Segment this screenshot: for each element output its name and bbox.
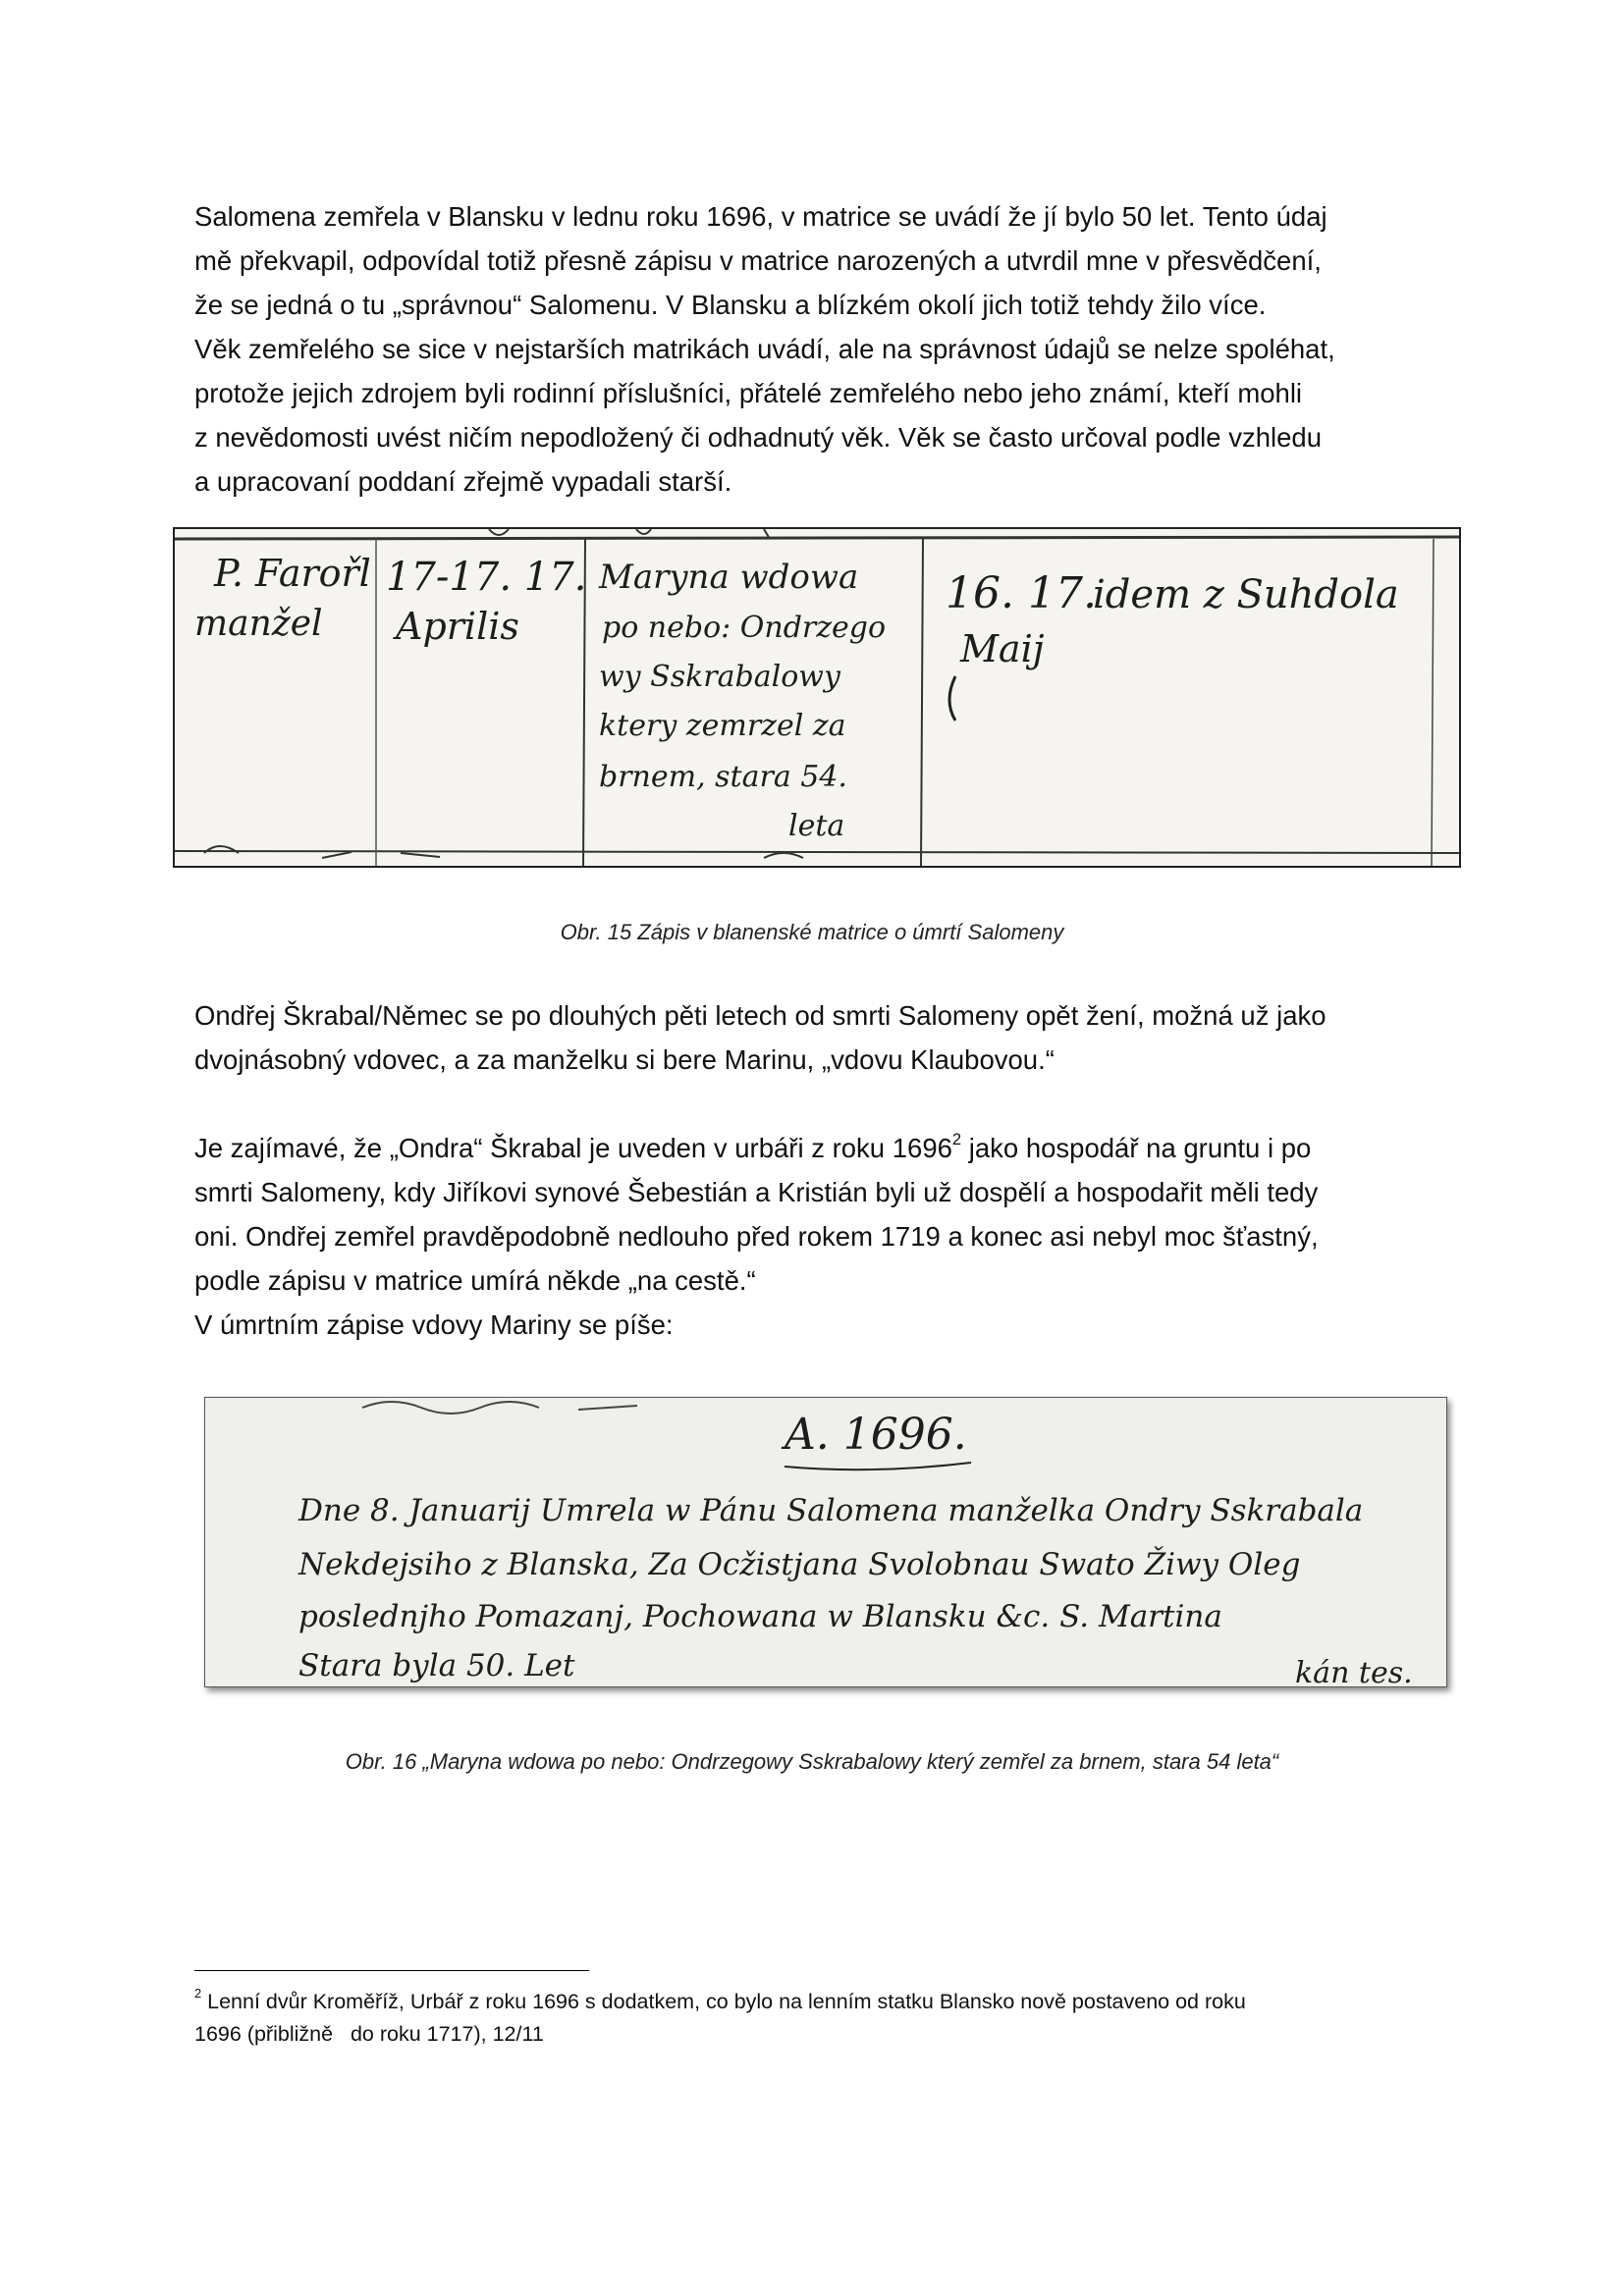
footnote-reference[interactable]: 2	[951, 1130, 962, 1148]
handwriting-entry-line: poslednjho Pomazanj, Pochowana w Blansku &c. S. Martina	[298, 1599, 1222, 1634]
text-line: že se jedná o tu „správnou“ Salomenu. V Blansku a blízkém okolí jich totiž tehdy žilo více.	[194, 290, 1267, 320]
footnote-line: 1696 (přibližně do roku 1717), 12/11	[194, 2022, 544, 2046]
figure-15-caption: Obr. 15 Zápis v blanenské matrice o úmrtí Salomeny	[560, 920, 1064, 944]
text-line: dvojnásobný vdovec, a za manželku si bere Marinu, „vdovu Klaubovou.“	[194, 1044, 1055, 1075]
handwriting-column4-line1: 16. 17.	[946, 568, 1097, 618]
handwriting-column2-line1: 17-17. 17.	[386, 555, 587, 600]
handwriting-column4-line2: Maij	[960, 627, 1045, 670]
register-scan-image	[205, 1398, 1446, 1686]
handwriting-column1-line1: P. Farořl	[214, 552, 371, 595]
text-line: Věk zemřelého se sice v nejstarších matrikách uvádí, ale na správnost údajů se nelze spoléhat,	[194, 334, 1335, 364]
footnote-separator	[194, 1970, 589, 1971]
handwriting-column2-line2: Aprilis	[396, 605, 519, 648]
text-line	[194, 1126, 1434, 1170]
text-line: Ondřej Škrabal/Němec se po dlouhých pěti letech od smrti Salomeny opět žení, možná už jako	[194, 1000, 1326, 1031]
handwriting-column3-line: leta	[788, 809, 845, 843]
handwriting-column5-line1: idem z Suhdola	[1093, 572, 1399, 617]
handwriting-entry-line: Stara byla 50. Let	[298, 1648, 575, 1683]
handwriting-column3-line: brnem, stara 54.	[599, 760, 847, 794]
text-segment: jako hospodář na gruntu i po	[961, 1133, 1312, 1163]
handwriting-column3-line: wy Sskrabalowy	[599, 660, 840, 694]
handwriting-column3-line: po nebo: Ondrzego	[602, 611, 887, 645]
footnote-text: Lenní dvůr Kroměříž, Urbář z roku 1696 s dodatkem, co bylo na lenním statku Blansko nově postaveno od roku	[201, 1990, 1246, 2013]
figure-16-caption: Obr. 16 „Maryna wdowa po nebo: Ondrzegowy Sskrabalowy který zemřel za brnem, stara 54 leta“	[345, 1749, 1279, 1774]
paragraph-second-marriage	[194, 993, 1434, 1082]
paragraph-urbar-mention	[194, 1126, 1434, 1347]
text-line: smrti Salomeny, kdy Jiříkovi synové Šebestián a Kristián byli už dospělí a hospodařit měli tedy	[194, 1177, 1319, 1207]
figure-15-register-scan	[173, 527, 1461, 868]
register-top-rule	[175, 537, 1459, 539]
footnote	[194, 1986, 1434, 2051]
text-segment: Je zajímavé, že „Ondra“ Škrabal je uveden v urbáři z roku 1696	[194, 1133, 952, 1163]
text-line: Salomena zemřela v Blansku v lednu roku 1696, v matrice se uvádí že jí bylo 50 let. Tento údaj	[194, 201, 1327, 232]
footnote-line	[194, 1986, 1434, 2018]
paragraph-salomena-death	[194, 194, 1434, 504]
handwriting-entry-line: Nekdejsiho z Blanska, Za Ocžistjana Svolobnau Swato Žiwy Oleg	[298, 1547, 1301, 1582]
handwriting-margin-note: kán tes.	[1295, 1656, 1413, 1686]
text-line: podle zápisu v matrice umírá někde „na cestě.“	[194, 1265, 756, 1296]
handwriting-column1-line2: manžel	[194, 604, 323, 644]
register-scan-image	[175, 529, 1459, 866]
text-line: V úmrtním zápise vdovy Mariny se píše:	[194, 1309, 674, 1340]
handwriting-column3-line: Maryna wdowa	[599, 558, 859, 597]
text-line: protože jejich zdrojem byli rodinní příslušníci, přátelé zemřelého nebo jeho známí, kteří mohli	[194, 378, 1303, 408]
text-line: oni. Ondřej zemřel pravděpodobně nedlouho před rokem 1719 a konec asi nebyl moc šťastný,	[194, 1221, 1319, 1252]
text-line: mě překvapil, odpovídal totiž přesně zápisu v matrice narozených a utvrdil mne v přesvědčení,	[194, 245, 1322, 276]
figure-16-register-scan	[204, 1397, 1447, 1687]
text-line: a upracovaní poddaní zřejmě vypadali starší.	[194, 466, 732, 497]
handwriting-column3-line: ktery zemrzel za	[599, 709, 846, 743]
handwriting-entry-line: Dne 8. Januarij Umrela w Pánu Salomena manželka Ondry Sskrabala	[298, 1493, 1364, 1528]
footnote-number: 2	[194, 1986, 202, 2002]
text-line: z nevědomosti uvést ničím nepodložený či odhadnutý věk. Věk se často určoval podle vzhledu	[194, 422, 1323, 453]
handwriting-year-heading: A. 1696.	[785, 1410, 967, 1460]
